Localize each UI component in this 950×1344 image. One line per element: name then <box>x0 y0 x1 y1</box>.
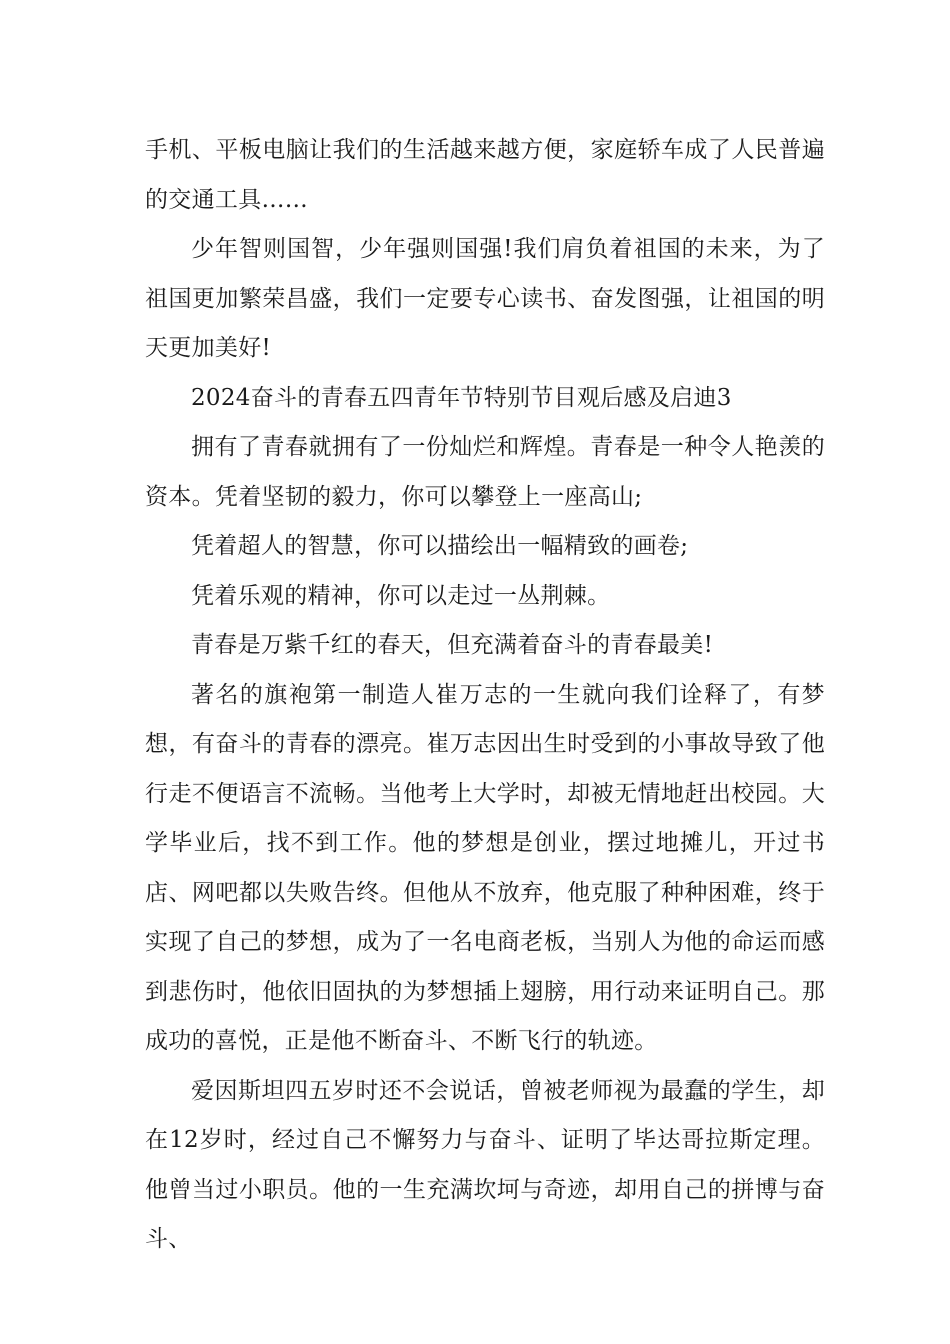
paragraph-6: 青春是万紫千红的春天，但充满着奋斗的青春最美! <box>191 632 714 658</box>
paragraph-2: 少年智则国智，少年强则国强!我们肩负着祖国的未来，为了祖国更加繁荣昌盛，我们一定要专心读书、奋发图强，让祖国的明天更加美好! <box>145 236 825 361</box>
paragraph-3: 拥有了青春就拥有了一份灿烂和辉煌。青春是一种令人艳羡的资本。凭着坚韧的毅力，你可以攀登上一座高山; <box>145 434 825 510</box>
section-heading: 2024奋斗的青春五四青年节特别节目观后感及启迪3 <box>191 384 732 411</box>
document-body <box>145 126 825 1265</box>
paragraph-5: 凭着乐观的精神，你可以走过一丛荆棘。 <box>191 582 611 609</box>
paragraph-8: 爱因斯坦四五岁时还不会说话，曾被老师视为最蠢的学生，却在12岁时，经过自己不懈努力与奋斗、证明了毕达哥拉斯定理。他曾当过小职员。他的一生充满坎坷与奇迹，却用自己的拼博与奋斗、 <box>145 1077 825 1252</box>
paragraph-4: 凭着超人的智慧，你可以描绘出一幅精致的画卷; <box>191 533 689 559</box>
paragraph-1: 手机、平板电脑让我们的生活越来越方便，家庭轿车成了人民普遍的交通工具…… <box>145 137 825 213</box>
paragraph-7: 著名的旗袍第一制造人崔万志的一生就向我们诠释了，有梦想，有奋斗的青春的漂亮。崔万志因出生时受到的小事故导致了他行走不便语言不流畅。当他考上大学时，却被无情地赶出校园。大学毕业后，找不到工作。他的梦想是创业，摆过地摊儿，开过书店、网吧都以失败告终。但他从不放弃，他克服了种种困难，终于实现了自己的梦想，成为了一名电商老板，当别人为他的命运而感到悲伤时，他依旧固执的为梦想插上翅膀，用行动来证明自己。那成功的喜悦，正是他不断奋斗、不断飞行的轨迹。 <box>145 681 825 1054</box>
